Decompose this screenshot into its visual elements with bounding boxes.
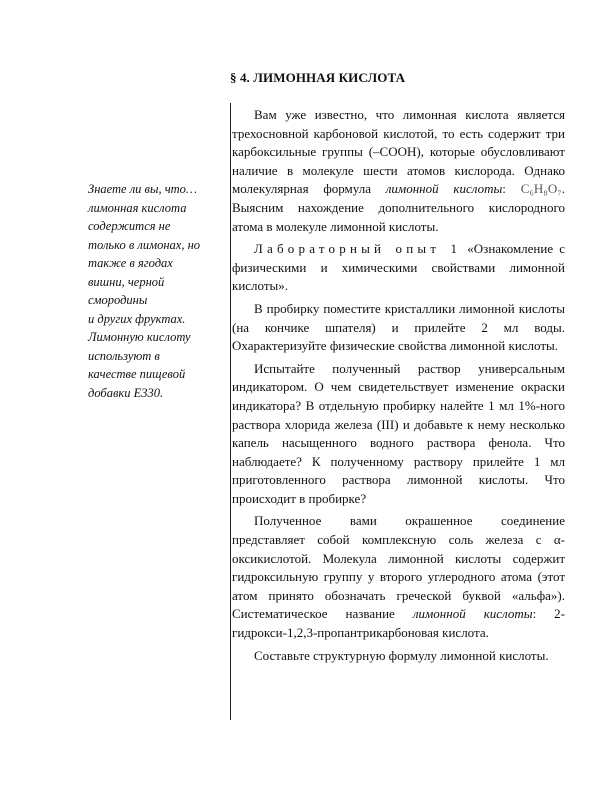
sidebar-line: качестве пищевой [88,367,186,381]
sidebar-line: смородины [88,293,148,307]
main-text [232,106,565,669]
sidebar-line: только в лимонах, но [88,237,201,252]
paragraph-step-1: В пробирку поместите кристаллики лимонной кислоты (на кончике шпателя) и прилейте 2 мл воды. Охарактеризуйте физические свойства лимонной кислоты. [232,300,565,354]
text-run: : 2-гидрокси-1,2,3-пропантрикарбоновая кислота. [232,606,565,641]
italic-term: лимонной кислоты [412,606,533,622]
text-run: Вам уже известно, что лимонная кислота является трехосновной карбоновой кислотой, то есть содержит три карбоксильные группы (–СООН), которые обусловливают наличие в молекуле шести атомов кислорода. Однако молекулярная формула [232,107,565,197]
paragraph-explanation [232,512,565,642]
sidebar-line: вишни, черной [88,274,165,289]
molecular-formula: C₆H₈O₇ [520,181,562,197]
text-run: . Выясним нахождение дополнительного кислородного атома в молекуле лимонной кислоты. [232,181,565,234]
did-you-know-sidebar [88,180,230,402]
sidebar-line: также в ягодах [88,256,173,270]
paragraph-intro [232,106,565,236]
paragraph-step-2: Испытайте полученный раствор универсальным индикатором. О чем свидетельствует изменение окраски индикатора? В отдельную пробирку налейте 1 мл 1%-ного раствора хлорида железа (III) и добавьте к нему несколько капель насыщенного водного раствора фенола. Что наблюдаете? К полученному раствору прилейте 1 мл приготовленного раствора лимонной кислоты. Что происходит в пробирке? [232,360,565,506]
sidebar-line: используют в [88,348,160,363]
section-heading: § 4. ЛИМОННАЯ КИСЛОТА [230,70,406,85]
sidebar-line: добавки Е330. [88,385,164,400]
italic-term: лимонной кислоты [385,181,503,197]
text-run: Полученное вами окрашенное соединение представляет собой комплексную соль железа с α-оксикислотой. Молекула лимонной кислоты содержит гидроксильную группу у второго углеродного атома (этот атом принято обозначать греческой буквой «альфа»). Систематическое название [232,513,565,622]
lab-experiment-label: Лабораторный опыт 1 [254,241,462,257]
vertical-divider [230,103,231,720]
sidebar-line: содержится не [88,219,171,233]
sidebar-line: и других фруктах. [88,311,186,326]
sidebar-line: Знаете ли вы, что… [88,182,198,196]
text-run: : [502,181,521,197]
paragraph-lab-title [232,240,565,296]
paragraph-task: Составьте структурную формулу лимонной кислоты. [254,647,549,663]
sidebar-line: Лимонную кислоту [88,330,191,344]
text-run: «Ознакомление с физическими и химическими свойствами лимонной кислоты». [232,241,565,294]
sidebar-line: лимонная кислота [88,200,187,215]
